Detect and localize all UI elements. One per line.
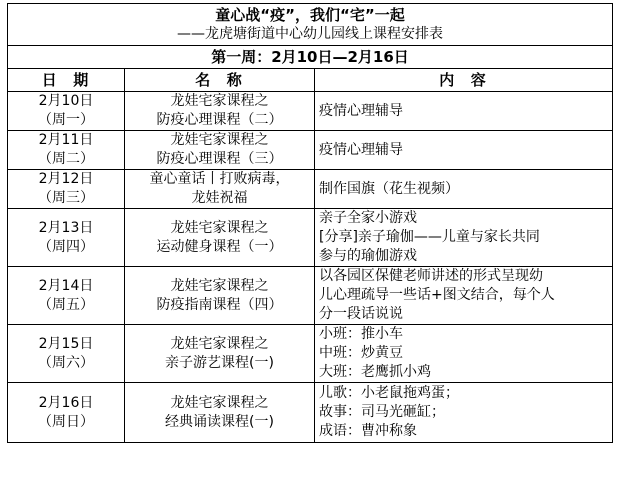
date-text: 2月10日: [38, 93, 94, 109]
content-line: 分一段话说说: [319, 306, 403, 322]
weekday-text: （周五）: [38, 296, 94, 313]
course-name-line: 防疫心理课程（三）: [156, 151, 283, 167]
content-line: 以各园区保健老师讲述的形式呈现幼: [319, 268, 543, 284]
course-name-cell: [125, 325, 315, 383]
date-cell: [8, 325, 125, 383]
date-cell: [8, 131, 125, 170]
content-line: 中班：炒黄豆: [319, 345, 403, 361]
header-content: 内 容: [315, 69, 613, 92]
content-cell: [315, 383, 613, 443]
course-name-cell: [125, 209, 315, 267]
content-line: 疫情心理辅导: [319, 102, 403, 119]
date-cell: [8, 170, 125, 209]
header-row: [8, 69, 613, 92]
date-text: 2月11日: [38, 132, 94, 148]
content-line: 参与的瑜伽游戏: [319, 248, 417, 264]
table-row: [8, 325, 613, 383]
course-name-line: 经典诵读课程(一): [165, 413, 274, 430]
weekday-text: （周二）: [38, 151, 94, 167]
course-name-line: 龙娃宅家课程之: [170, 93, 269, 109]
date-text: 2月12日: [38, 171, 94, 187]
content-line: 疫情心理辅导: [319, 141, 403, 158]
course-name-line: 龙娃宅家课程之: [170, 219, 269, 236]
course-name-cell: [125, 92, 315, 131]
title-row: [8, 4, 613, 46]
schedule-rows: [8, 92, 613, 443]
weekday-text: （周一）: [38, 112, 94, 128]
course-name-cell: [125, 267, 315, 325]
course-name-line: 龙娃宅家课程之: [170, 277, 269, 294]
weekday-text: （周六）: [38, 354, 94, 371]
page-title: 童心战“疫”，我们“宅”一起: [215, 6, 405, 24]
table-row: [8, 131, 613, 170]
week-label: 第一周：2月10日—2月16日: [8, 46, 613, 69]
content-line: 成语：曹冲称象: [319, 423, 417, 439]
content-line: 亲子全家小游戏: [319, 210, 417, 226]
course-name-line: 龙娃宅家课程之: [170, 335, 269, 352]
date-text: 2月16日: [38, 394, 94, 411]
weekday-text: （周四）: [38, 238, 94, 255]
weekday-text: （周三）: [38, 190, 94, 206]
date-cell: [8, 267, 125, 325]
table-row: [8, 170, 613, 209]
content-cell: [315, 325, 613, 383]
header-date: 日 期: [8, 69, 125, 92]
content-cell: [315, 209, 613, 267]
table-row: [8, 92, 613, 131]
content-line: 故事：司马光砸缸；: [319, 404, 445, 420]
course-name-line: 龙娃宅家课程之: [170, 394, 269, 411]
course-name-cell: [125, 383, 315, 443]
date-text: 2月15日: [38, 335, 94, 352]
course-name-line: 龙娃宅家课程之: [170, 132, 269, 148]
date-cell: [8, 209, 125, 267]
date-text: 2月13日: [38, 219, 94, 236]
content-line: [分享]亲子瑜伽——儿童与家长共同: [319, 229, 540, 245]
course-name-line: 亲子游艺课程(一): [165, 354, 274, 371]
course-name-line: 防疫指南课程（四）: [156, 296, 283, 313]
course-name-line: 防疫心理课程（二）: [156, 112, 283, 128]
content-cell: [315, 170, 613, 209]
date-cell: [8, 92, 125, 131]
date-cell: [8, 383, 125, 443]
weekday-text: （周日）: [38, 413, 94, 430]
content-line: 大班：老鹰抓小鸡: [319, 364, 431, 380]
course-name-cell: [125, 170, 315, 209]
course-name-line: 龙娃祝福: [191, 190, 248, 206]
title-cell: [8, 4, 613, 46]
page-subtitle: ——龙虎塘街道中心幼儿园线上课程安排表: [177, 26, 443, 42]
table-row: [8, 383, 613, 443]
content-line: 儿歌：小老鼠拖鸡蛋；: [319, 385, 459, 401]
header-name: 名 称: [125, 69, 315, 92]
course-name-line: 运动健身课程（一）: [156, 238, 283, 255]
table-row: [8, 209, 613, 267]
schedule-sheet: [7, 3, 612, 443]
date-text: 2月14日: [38, 277, 94, 294]
table-row: [8, 267, 613, 325]
content-cell: [315, 267, 613, 325]
week-row: [8, 46, 613, 69]
content-cell: [315, 92, 613, 131]
content-line: 制作国旗（花生视频）: [319, 180, 459, 197]
content-cell: [315, 131, 613, 170]
course-name-line: 童心童话丨打败病毒，: [149, 171, 290, 187]
course-name-cell: [125, 131, 315, 170]
content-line: 儿心理疏导一些话+图文结合，每个人: [319, 287, 555, 303]
content-line: 小班：推小车: [319, 326, 403, 342]
schedule-table: [7, 3, 613, 443]
